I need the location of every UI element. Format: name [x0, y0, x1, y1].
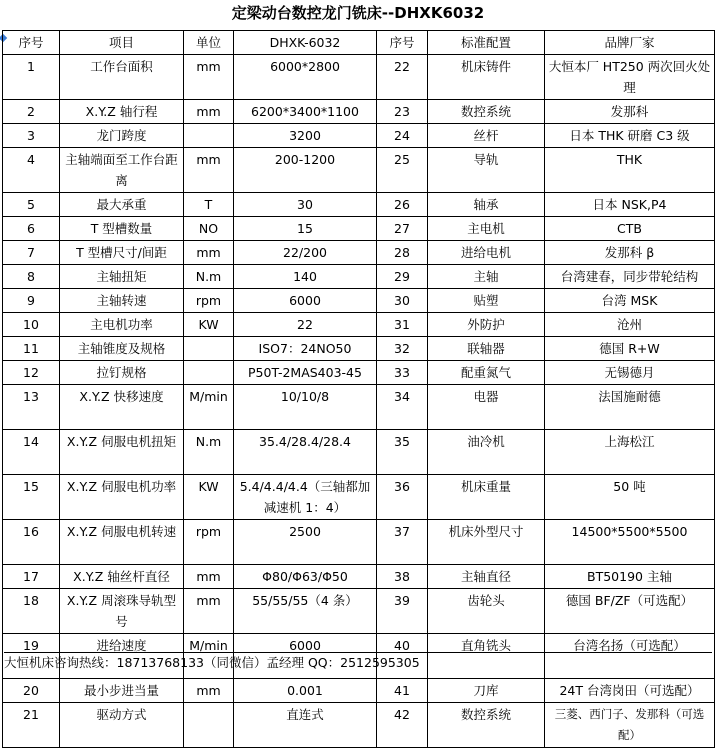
table-cell: NO	[184, 217, 234, 241]
table-cell: N.m	[184, 430, 234, 475]
table-cell: 贴塑	[428, 289, 545, 313]
table-cell: 最小步进当量	[60, 679, 184, 703]
table-cell: KW	[184, 475, 234, 520]
table-cell: M/min	[184, 385, 234, 430]
table-cell: 35	[377, 430, 428, 475]
table-cell: rpm	[184, 520, 234, 565]
table-cell: 11	[3, 337, 60, 361]
spec-table	[2, 30, 715, 748]
table-cell: P50T-2MAS403-45	[234, 361, 377, 385]
table-cell: T	[184, 193, 234, 217]
table-cell: 22	[234, 313, 377, 337]
table-cell: mm	[184, 241, 234, 265]
table-cell: 驱动方式	[60, 703, 184, 748]
table-cell: 导轨	[428, 148, 545, 193]
table-cell: 主轴锥度及规格	[60, 337, 184, 361]
table-row	[3, 679, 715, 703]
table-cell: 发那科	[545, 100, 715, 124]
table-row	[3, 430, 715, 475]
table-cell: 22/200	[234, 241, 377, 265]
table-cell: 主轴扭矩	[60, 265, 184, 289]
table-cell: X.Y.Z 快移速度	[60, 385, 184, 430]
table-row	[3, 703, 715, 748]
table-cell: 13	[3, 385, 60, 430]
table-cell: 日本 THK 研磨 C3 级	[545, 124, 715, 148]
table-cell	[184, 703, 234, 748]
table-cell: 机床外型尺寸	[428, 520, 545, 565]
table-cell: 30	[234, 193, 377, 217]
table-cell: 24	[377, 124, 428, 148]
table-cell: 外防护	[428, 313, 545, 337]
table-row	[3, 55, 715, 100]
table-cell: 台湾 MSK	[545, 289, 715, 313]
table-cell: 配重氮气	[428, 361, 545, 385]
table-row	[3, 313, 715, 337]
table-cell: X.Y.Z 周滚珠导轨型号	[60, 589, 184, 634]
table-cell: mm	[184, 679, 234, 703]
table-cell: mm	[184, 100, 234, 124]
table-cell: 1	[3, 55, 60, 100]
table-row	[3, 589, 715, 634]
table-row	[3, 265, 715, 289]
table-cell: 电器	[428, 385, 545, 430]
table-cell: 台湾建春，同步带轮结构	[545, 265, 715, 289]
table-cell: 机床重量	[428, 475, 545, 520]
table-cell: mm	[184, 589, 234, 634]
table-row	[3, 217, 715, 241]
table-cell: 联轴器	[428, 337, 545, 361]
table-cell: 龙门跨度	[60, 124, 184, 148]
table-cell: 发那科 β	[545, 241, 715, 265]
table-cell	[184, 124, 234, 148]
table-cell: 工作台面积	[60, 55, 184, 100]
table-cell: 日本 NSK,P4	[545, 193, 715, 217]
table-cell	[184, 337, 234, 361]
table-cell: 2	[3, 100, 60, 124]
table-cell: 8	[3, 265, 60, 289]
table-row	[3, 520, 715, 565]
table-cell: 15	[3, 475, 60, 520]
table-cell: 主电机功率	[60, 313, 184, 337]
table-cell: X.Y.Z 伺服电机转速	[60, 520, 184, 565]
header-cell: 序号	[377, 31, 428, 55]
table-cell: KW	[184, 313, 234, 337]
table-cell: 41	[377, 679, 428, 703]
table-row	[3, 337, 715, 361]
table-cell: 25	[377, 148, 428, 193]
table-cell: mm	[184, 148, 234, 193]
header-cell: 项目	[60, 31, 184, 55]
table-cell: N.m	[184, 265, 234, 289]
table-cell: mm	[184, 565, 234, 589]
table-cell: 7	[3, 241, 60, 265]
table-cell: 无锡德月	[545, 361, 715, 385]
table-row	[3, 289, 715, 313]
table-row	[3, 385, 715, 430]
table-cell: 数控系统	[428, 100, 545, 124]
table-cell: 德国 BF/ZF（可选配）	[545, 589, 715, 634]
table-cell: 30	[377, 289, 428, 313]
table-cell: 10/10/8	[234, 385, 377, 430]
table-cell: Φ80/Φ63/Φ50	[234, 565, 377, 589]
table-cell: 油冷机	[428, 430, 545, 475]
table-cell: 42	[377, 703, 428, 748]
table-cell: 140	[234, 265, 377, 289]
table-cell: 主轴	[428, 265, 545, 289]
table-cell: 6	[3, 217, 60, 241]
table-cell: 0.001	[234, 679, 377, 703]
table-cell: rpm	[184, 289, 234, 313]
table-cell: X.Y.Z 伺服电机扭矩	[60, 430, 184, 475]
table-cell: 齿轮头	[428, 589, 545, 634]
table-cell: 6200*3400*1100	[234, 100, 377, 124]
table-cell: 6000	[234, 289, 377, 313]
table-row	[3, 193, 715, 217]
table-cell: 14	[3, 430, 60, 475]
table-cell: T 型槽数量	[60, 217, 184, 241]
table-cell: CTB	[545, 217, 715, 241]
table-cell: 轴承	[428, 193, 545, 217]
table-cell: X.Y.Z 轴丝杆直径	[60, 565, 184, 589]
contact-footer: 大恒机床咨询热线：18713768133（同微信）孟经理 QQ：2512595305	[4, 652, 712, 673]
table-row	[3, 148, 715, 193]
table-cell: 进给速度	[60, 634, 184, 679]
header-cell: 品牌厂家	[545, 31, 715, 55]
table-cell: 40	[377, 634, 428, 679]
table-cell: 12	[3, 361, 60, 385]
table-cell: 法国施耐德	[545, 385, 715, 430]
table-row	[3, 124, 715, 148]
table-cell: 26	[377, 193, 428, 217]
table-cell: 拉钉规格	[60, 361, 184, 385]
table-cell: T 型槽尺寸/间距	[60, 241, 184, 265]
table-cell: 刀库	[428, 679, 545, 703]
table-cell: 数控系统	[428, 703, 545, 748]
table-cell: 5	[3, 193, 60, 217]
table-cell: 6000	[234, 634, 377, 679]
table-cell: 16	[3, 520, 60, 565]
table-cell	[184, 361, 234, 385]
table-row	[3, 100, 715, 124]
table-row	[3, 565, 715, 589]
table-cell: 三菱、西门子、发那科（可选配）	[545, 703, 715, 748]
table-cell: 50 吨	[545, 475, 715, 520]
table-cell: 最大承重	[60, 193, 184, 217]
table-cell: 200-1200	[234, 148, 377, 193]
header-cell: 序号	[3, 31, 60, 55]
table-cell: mm	[184, 55, 234, 100]
table-cell: 37	[377, 520, 428, 565]
table-cell: 14500*5500*5500	[545, 520, 715, 565]
table-cell: X.Y.Z 轴行程	[60, 100, 184, 124]
table-cell: BT50190 主轴	[545, 565, 715, 589]
table-cell: 39	[377, 589, 428, 634]
table-cell: 进给电机	[428, 241, 545, 265]
table-cell: 22	[377, 55, 428, 100]
table-cell: 29	[377, 265, 428, 289]
table-cell: M/min	[184, 634, 234, 679]
table-cell: 主轴端面至工作台距离	[60, 148, 184, 193]
table-cell: 2500	[234, 520, 377, 565]
table-cell: 19	[3, 634, 60, 679]
table-cell: 主轴直径	[428, 565, 545, 589]
table-cell: 上海松江	[545, 430, 715, 475]
table-cell: 4	[3, 148, 60, 193]
header-cell: 单位	[184, 31, 234, 55]
table-cell: 27	[377, 217, 428, 241]
table-cell: 大恒本厂 HT250 两次回火处理	[545, 55, 715, 100]
table-cell: 33	[377, 361, 428, 385]
table-cell: 6000*2800	[234, 55, 377, 100]
table-cell: 9	[3, 289, 60, 313]
table-cell: 直角铣头	[428, 634, 545, 679]
table-cell: 丝杆	[428, 124, 545, 148]
table-cell: 机床铸件	[428, 55, 545, 100]
table-row	[3, 361, 715, 385]
table-cell: 主轴转速	[60, 289, 184, 313]
table-cell: 28	[377, 241, 428, 265]
table-cell: 3200	[234, 124, 377, 148]
table-cell: 沧州	[545, 313, 715, 337]
table-cell: 3	[3, 124, 60, 148]
table-cell: 31	[377, 313, 428, 337]
table-cell: 15	[234, 217, 377, 241]
table-cell: 20	[3, 679, 60, 703]
table-cell: ISO7：24NO50	[234, 337, 377, 361]
table-cell: 21	[3, 703, 60, 748]
table-cell: 主电机	[428, 217, 545, 241]
table-cell: 23	[377, 100, 428, 124]
table-row	[3, 475, 715, 520]
table-header-row	[3, 31, 715, 55]
table-cell: X.Y.Z 伺服电机功率	[60, 475, 184, 520]
table-cell: 32	[377, 337, 428, 361]
header-cell: 标准配置	[428, 31, 545, 55]
table-cell: 55/55/55（4 条）	[234, 589, 377, 634]
table-cell: 17	[3, 565, 60, 589]
table-cell: THK	[545, 148, 715, 193]
page-title: 定梁动台数控龙门铣床--DHXK6032	[231, 4, 485, 22]
table-cell: 34	[377, 385, 428, 430]
table-cell: 德国 R+W	[545, 337, 715, 361]
table-cell: 5.4/4.4/4.4（三轴都加减速机 1：4）	[234, 475, 377, 520]
table-cell: 35.4/28.4/28.4	[234, 430, 377, 475]
table-row	[3, 241, 715, 265]
table-cell: 38	[377, 565, 428, 589]
table-cell: 台湾名扬（可选配）	[545, 634, 715, 679]
table-cell: 18	[3, 589, 60, 634]
table-cell: 直连式	[234, 703, 377, 748]
table-cell: 10	[3, 313, 60, 337]
header-cell: DHXK-6032	[234, 31, 377, 55]
table-cell: 24T 台湾岗田（可选配）	[545, 679, 715, 703]
table-cell: 36	[377, 475, 428, 520]
